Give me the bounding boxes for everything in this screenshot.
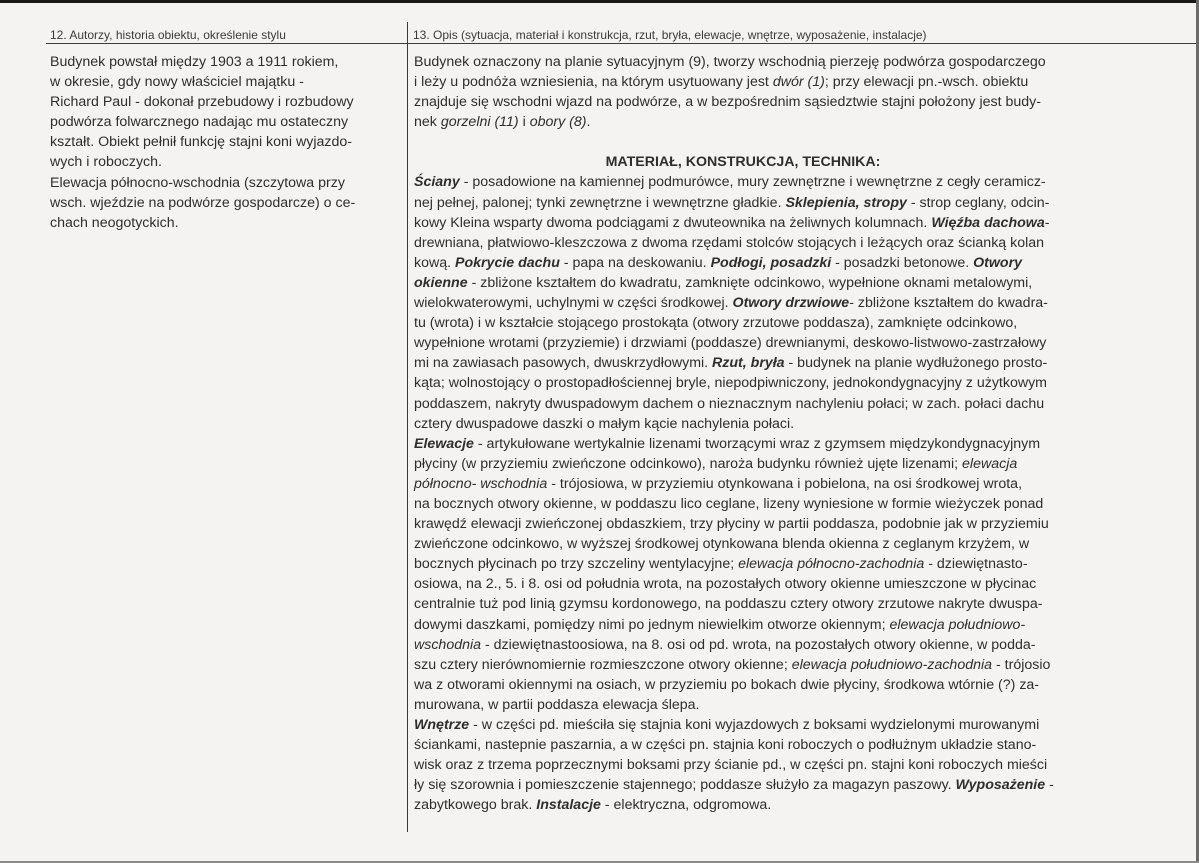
- text-line: [414, 695, 1142, 715]
- text-line: [414, 172, 1142, 192]
- text-line: [414, 574, 1142, 594]
- text-segment: - elektryczna, odgromowa.: [600, 797, 772, 814]
- keyword-term: Instalacje: [536, 797, 601, 814]
- text-segment: mi na zawiasach pasowych, dwuskrzydłowymi.: [414, 355, 713, 372]
- text-line: chach neogotyckich.: [50, 214, 179, 231]
- text-segment: i leży u podnóża wzniesienia, na którym usytuowany jest: [414, 74, 773, 91]
- italic-term: elewacja południowo-zachodnia: [791, 656, 993, 673]
- text-segment: nej pełnej, palonej; tynki zewnętrzne i wewnętrzne gładkie.: [414, 194, 786, 211]
- keyword-term: Elewacje: [414, 435, 474, 452]
- italic-term: północno- wschodnia: [414, 475, 548, 492]
- text-line: [414, 373, 1142, 393]
- header-rule: [46, 43, 1196, 44]
- section-13-subheading: MATERIAŁ, KONSTRUKCJA, TECHNIKA:: [605, 154, 881, 171]
- text-line: [414, 715, 1142, 735]
- italic-term: wschodnia: [414, 636, 482, 653]
- text-segment: wa z otworami okiennymi na osiach, w przyziemiu po bokach dwie płyciny, środkowa wtórnie (?) za-: [414, 676, 1040, 693]
- text-segment: - dziewiętnasto-: [924, 556, 1028, 573]
- text-line: [414, 353, 1142, 373]
- text-line: [414, 615, 1142, 635]
- section-13-body: [414, 172, 1142, 815]
- text-segment: ły się szorownia i pomieszczenie stajennego; poddasze służyło za magazyn paszowy.: [414, 777, 956, 794]
- text-line: kształt. Obiekt pełnił funkcję stajni koni wyjazdo-: [50, 134, 353, 151]
- text-line: [414, 755, 1142, 775]
- text-segment: i: [518, 114, 530, 131]
- text-line: [414, 213, 1142, 233]
- text-line: [414, 414, 1142, 434]
- italic-term: dwór (1): [772, 74, 825, 91]
- text-line: [414, 273, 1142, 293]
- text-segment: - zbliżone kształtem do kwadratu, zamknięte odcinkowo, wypełnione oknami metalowymi,: [467, 274, 1033, 291]
- text-segment: krawędź elewacji zwieńczonej obdaszkiem, trzy płyciny w partii poddasza, podobnie jak w przyziemiu: [414, 516, 1049, 533]
- text-segment: - strop ceglany, odcin-: [906, 194, 1050, 211]
- text-line: [414, 92, 1142, 112]
- text-segment: - papa na deskowaniu.: [559, 254, 711, 271]
- text-line: [414, 454, 1142, 474]
- text-segment: wielokwaterowymi, uchylnymi w części środkowej.: [414, 295, 733, 312]
- text-line: [414, 313, 1142, 333]
- text-segment: ; przy elewacji pn.-wsch. obiektu: [824, 74, 1029, 91]
- section-12-heading: 12. Autorzy, historia obiektu, określenie stylu: [50, 28, 286, 42]
- text-segment: - trójosiowa, w przyziemiu otynkowana i pobielona, na osi środkowej wrota,: [547, 475, 1023, 492]
- keyword-term: Otwory drzwiowe: [732, 295, 850, 312]
- keyword-term: Otwory: [973, 254, 1023, 271]
- text-line: [414, 474, 1142, 494]
- text-line: [414, 514, 1142, 534]
- text-segment: osiowa, na 2., 5. i 8. osi od południa wrota, na pozostałych otwory okienne umieszczone w płycinac: [414, 576, 1037, 593]
- text-segment: kową.: [414, 254, 456, 271]
- text-segment: nek: [414, 114, 441, 131]
- text-segment: -: [1044, 214, 1050, 231]
- text-line: w okresie, gdy nowy właściciel majątku -: [50, 74, 304, 91]
- text-line: [414, 494, 1142, 514]
- text-line: Richard Paul - dokonał przebudowy i rozbudowy: [50, 94, 354, 111]
- text-segment: - budynek na planie wydłużonego prosto-: [784, 355, 1048, 372]
- text-segment: na bocznych otwory okienne, w poddaszu lico ceglane, lizeny wyniesione w formie wieżyczek ponad: [414, 495, 1044, 512]
- text-segment: murowana, w partii poddasza elewacja ślepa.: [414, 696, 700, 713]
- text-line: [414, 333, 1142, 353]
- italic-term: elewacja północno-zachodnia: [738, 556, 925, 573]
- text-segment: wypełnione wrotami (przyziemie) i drzwiami (poddasze) drewnianymi, deskowo-listwowo-zastrzałowy: [414, 335, 1047, 352]
- text-segment: poddaszem, nakryty dwuspadowym dachem o nieznacznym nachyleniu połaci; w zach. połaci dachu: [414, 395, 1045, 412]
- keyword-term: Sklepienia, stropy: [785, 194, 907, 211]
- text-segment: - posadowione na kamiennej podmurówce, mury zewnętrzne i wewnętrzne z cegły ceramicz-: [459, 174, 1046, 191]
- text-line: [414, 52, 1142, 72]
- italic-term: elewacja południowo-: [889, 616, 1026, 633]
- keyword-term: Ściany: [414, 174, 460, 191]
- text-line: [414, 72, 1142, 92]
- text-line: [414, 735, 1142, 755]
- keyword-term: Pokrycie dachu: [455, 254, 560, 271]
- top-border: [0, 0, 1199, 3]
- section-12-text: [50, 52, 400, 233]
- section-13-text: [414, 52, 1142, 815]
- text-line: wych i roboczych.: [50, 154, 162, 171]
- text-segment: -: [1045, 777, 1054, 794]
- text-segment: Budynek oznaczony na planie sytuacyjnym (9), tworzy wschodnią pierzeję podwórza gospodarczego: [414, 54, 1046, 70]
- text-segment: cztery dwuspadowe daszki o małym kącie nachylenia połaci.: [414, 415, 795, 432]
- text-line: [414, 675, 1142, 695]
- keyword-term: Więźba dachowa: [931, 214, 1045, 231]
- text-segment: drewniana, płatwiowo-kleszczowa z dwoma rzędami stolców stojących i leżących oraz ścianką kolan: [414, 234, 1045, 251]
- text-line: [414, 554, 1142, 574]
- text-segment: centralnie tuż pod linią gzymsu kordonowego, na poddaszu cztery otwory zrzutowe nakryte dwuspa-: [414, 596, 1043, 613]
- text-line: [414, 193, 1142, 213]
- italic-term: elewacja: [962, 455, 1018, 472]
- text-line: Budynek powstał między 1903 a 1911 rokiem,: [50, 54, 339, 70]
- text-segment: dowymi daszkami, pomiędzy nimi po jednym niewielkim otworze okiennym;: [414, 616, 890, 633]
- text-line: [414, 293, 1142, 313]
- keyword-term: Wnętrze: [414, 717, 470, 733]
- text-segment: płyciny (w przyziemiu zwieńczone odcinkowo), naroża budynku również ujęte lizenami;: [414, 455, 963, 472]
- text-segment: zwieńczone odcinkowo, w wyższej środkowej otynkowana blenda okienna z ceglanym krzyżem, w: [414, 536, 1030, 553]
- text-segment: szu cztery nierównomiernie rozmieszczone otwory okienne;: [414, 656, 792, 673]
- text-segment: ściankami, nastepnie paszarnia, a w części pn. stajnia koni roboczych o podłużnym układzie stano-: [414, 737, 1037, 754]
- text-segment: tu (wrota) i w kształcie stojącego prostokąta (otwory zrzutowe poddasza), zamknięte odcinkowo,: [414, 315, 1018, 332]
- text-line: [414, 655, 1142, 675]
- text-line: wsch. wjeździe na podwórze gospodarcze) o ce-: [50, 194, 356, 211]
- text-line: [414, 233, 1142, 253]
- text-line: [414, 394, 1142, 414]
- italic-term: obory (8): [529, 114, 587, 131]
- text-line: Elewacja północno-wschodnia (szczytowa przy: [50, 174, 345, 191]
- text-segment: - dziewiętnastoosiowa, na 8. osi od pd. wrota, na pozostałych otwory okienne, w podda-: [481, 636, 1036, 653]
- text-segment: .: [586, 114, 591, 131]
- text-segment: - w części pd. mieściła się stajnia koni wyjazdowych z boksami wydzielonymi murowanymi: [469, 717, 1040, 733]
- keyword-term: Podłogi, posadzki: [710, 254, 832, 271]
- text-line: [414, 253, 1142, 273]
- text-line: [414, 594, 1142, 614]
- text-line: podwórza folwarcznego nadając mu ostateczny: [50, 114, 349, 131]
- text-segment: zabytkowego brak.: [414, 797, 537, 814]
- text-segment: wisk oraz z trzema poprzecznymi boksami przy ścianie pd., w części pn. stajni koni roboczych mieści: [414, 757, 1048, 774]
- text-line: [414, 112, 1142, 132]
- keyword-term: Rzut, bryła: [712, 355, 785, 372]
- keyword-term: Wyposażenie: [955, 777, 1046, 794]
- text-line: [414, 795, 1142, 815]
- text-segment: znajduje się wschodni wjazd na podwórze, a w bezpośrednim sąsiedztwie stajni położony jest budy-: [414, 94, 1041, 111]
- keyword-term: okienne: [414, 274, 468, 291]
- text-segment: - posadzki betonowe.: [831, 254, 974, 271]
- section-13-heading: 13. Opis (sytuacja, materiał i konstrukcja, rzut, bryła, elewacje, wnętrze, wyposażenie, instalacje): [413, 28, 927, 42]
- text-line: [414, 635, 1142, 655]
- text-segment: bocznych płycinach po trzy szczeliny wentylacyjne;: [414, 556, 739, 573]
- text-segment: kąta; wolnostojący o prostopadłościennej bryle, niepodpiwniczony, jednokondygnacyjny z użytkowym: [414, 375, 1048, 392]
- text-line: [414, 534, 1142, 554]
- column-divider: [407, 22, 408, 832]
- italic-term: gorzelni (11): [440, 114, 519, 131]
- text-line: [414, 434, 1142, 454]
- text-line: [414, 775, 1142, 795]
- text-segment: - zbliżone kształtem do kwadra-: [849, 295, 1048, 312]
- text-segment: - artykułowane wertykalnie lizenami tworzącymi wraz z gzymsem międzykondygnacyjnym: [473, 435, 1041, 452]
- text-segment: - trójosio: [992, 656, 1051, 673]
- text-segment: kowy Kleina wsparty dwoma podciągami z dwuteownika na żeliwnych kolumnach.: [414, 214, 932, 231]
- section-13-intro: [414, 52, 1142, 132]
